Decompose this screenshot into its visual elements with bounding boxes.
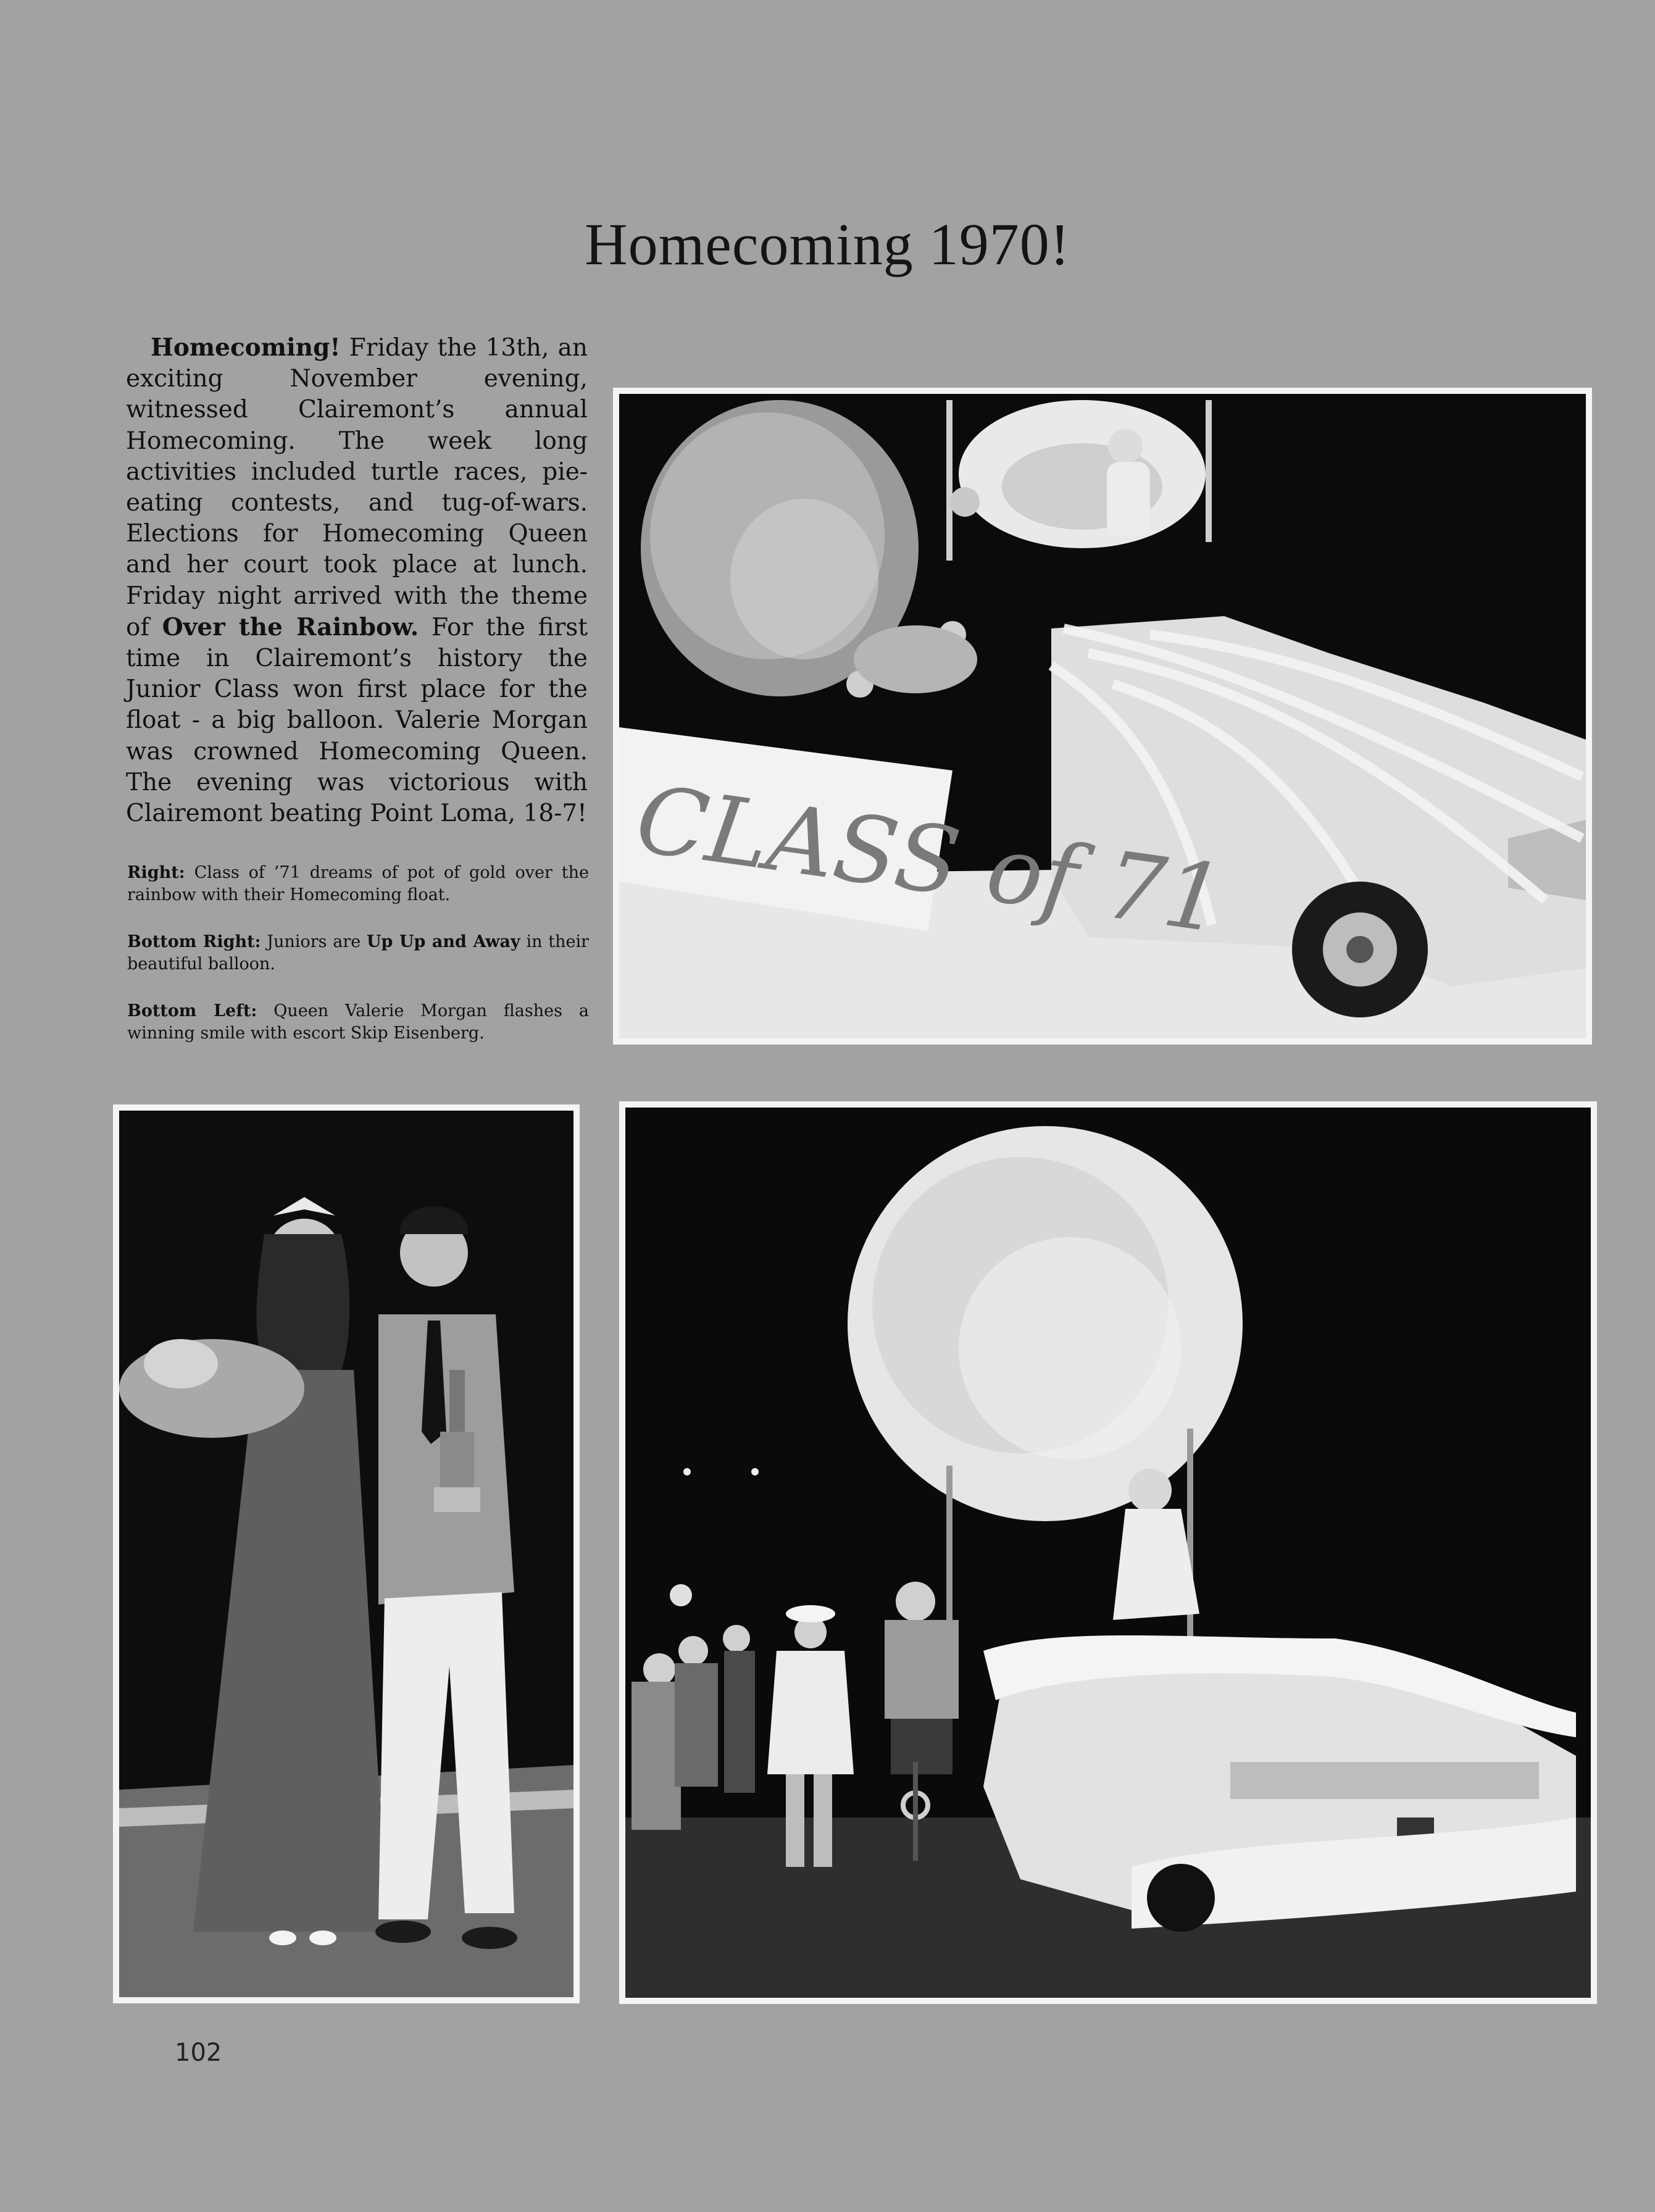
- caption-right: Right: Class of ’71 dreams of pot of gold over the rainbow with their Homecoming float.: [127, 863, 589, 904]
- page-number: 102: [175, 2039, 222, 2067]
- photo-balloon-float: [619, 1101, 1597, 2004]
- article-theme: Over the Rainbow.: [162, 612, 419, 641]
- photo-queen-escort: [113, 1104, 580, 2003]
- article-text-part2: For the first time in Clairemont’s history the Junior Class won first place for the float - a big balloon. Valerie Morgan was crowned Homecoming Queen. The evening was victorious with Clairemont beating Point Loma, 18-7!: [126, 613, 588, 828]
- photo-class-float: [613, 388, 1592, 1045]
- caption-bottom-right: Bottom Right: Juniors are Up Up and Away in their beautiful balloon.: [127, 932, 589, 974]
- float-banner-text: CLASS of 71: [630, 766, 1230, 954]
- article-lead: Homecoming!: [151, 333, 341, 362]
- caption-bottom-left: Bottom Left: Queen Valerie Morgan flashes a winning smile with escort Skip Eisenberg.: [127, 1001, 589, 1043]
- photo-captions: [127, 862, 589, 1069]
- article-text-part1: Friday the 13th, an exciting November evening, witnessed Clairemont’s annual Homecoming. The week long activities included turtle races, pie-eating contests, and tug-of-wars. Elections for Homecoming Queen and her court took place at lunch. Friday night arrived with the theme of: [126, 334, 588, 641]
- page-title: Homecoming 1970!: [585, 211, 1070, 277]
- article-body: [126, 332, 588, 829]
